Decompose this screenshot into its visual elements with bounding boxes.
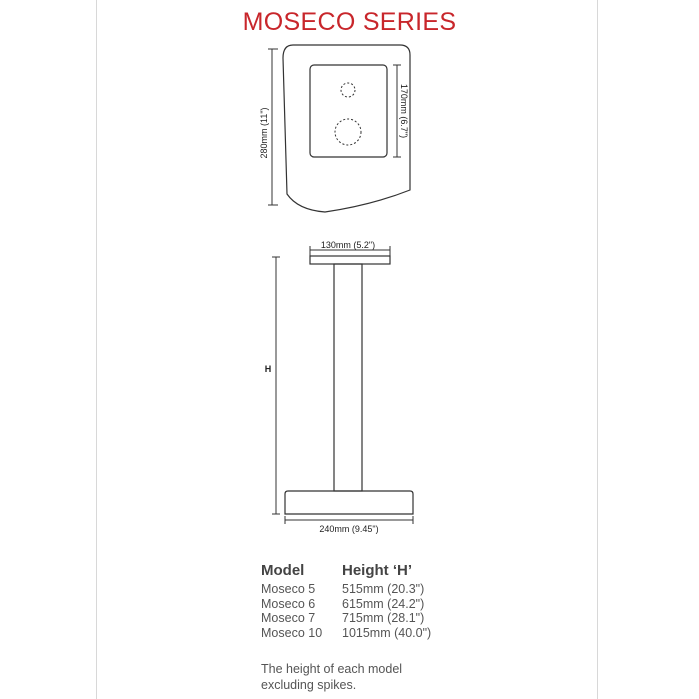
top-plate-outline (283, 45, 410, 212)
side-view (265, 240, 413, 534)
height-cell: 1015mm (40.0") (342, 625, 432, 640)
height-column-header: Height ‘H’ (342, 562, 412, 579)
model-cell: Moseco 7 (261, 611, 316, 625)
h-label: H (264, 364, 272, 374)
page-title: MOSECO SERIES (242, 8, 457, 36)
speaker-footprint (310, 65, 387, 157)
footnote: The height of each model excluding spikes. (261, 662, 403, 692)
top-height-label: 280mm (11") (259, 107, 269, 159)
model-column-header: Model (261, 562, 305, 579)
top-plate-label: 130mm (5.2") (320, 240, 376, 250)
column (334, 264, 362, 491)
large-driver-circle (335, 119, 361, 145)
top-plate (310, 256, 390, 264)
base-label: 240mm (9.45") (319, 524, 379, 534)
top-view (259, 45, 410, 212)
small-driver-circle (341, 83, 355, 97)
model-cell: Moseco 5 (261, 582, 316, 596)
base-plate (285, 491, 413, 514)
height-cell: 515mm (20.3") (342, 582, 425, 596)
speaker-dimension-label: 170mm (6.7") (399, 83, 409, 139)
model-cell: Moseco 10 (261, 625, 323, 640)
model-cell: Moseco 6 (261, 596, 316, 611)
height-cell: 715mm (28.1") (342, 611, 425, 625)
height-cell: 615mm (24.2") (342, 596, 425, 611)
